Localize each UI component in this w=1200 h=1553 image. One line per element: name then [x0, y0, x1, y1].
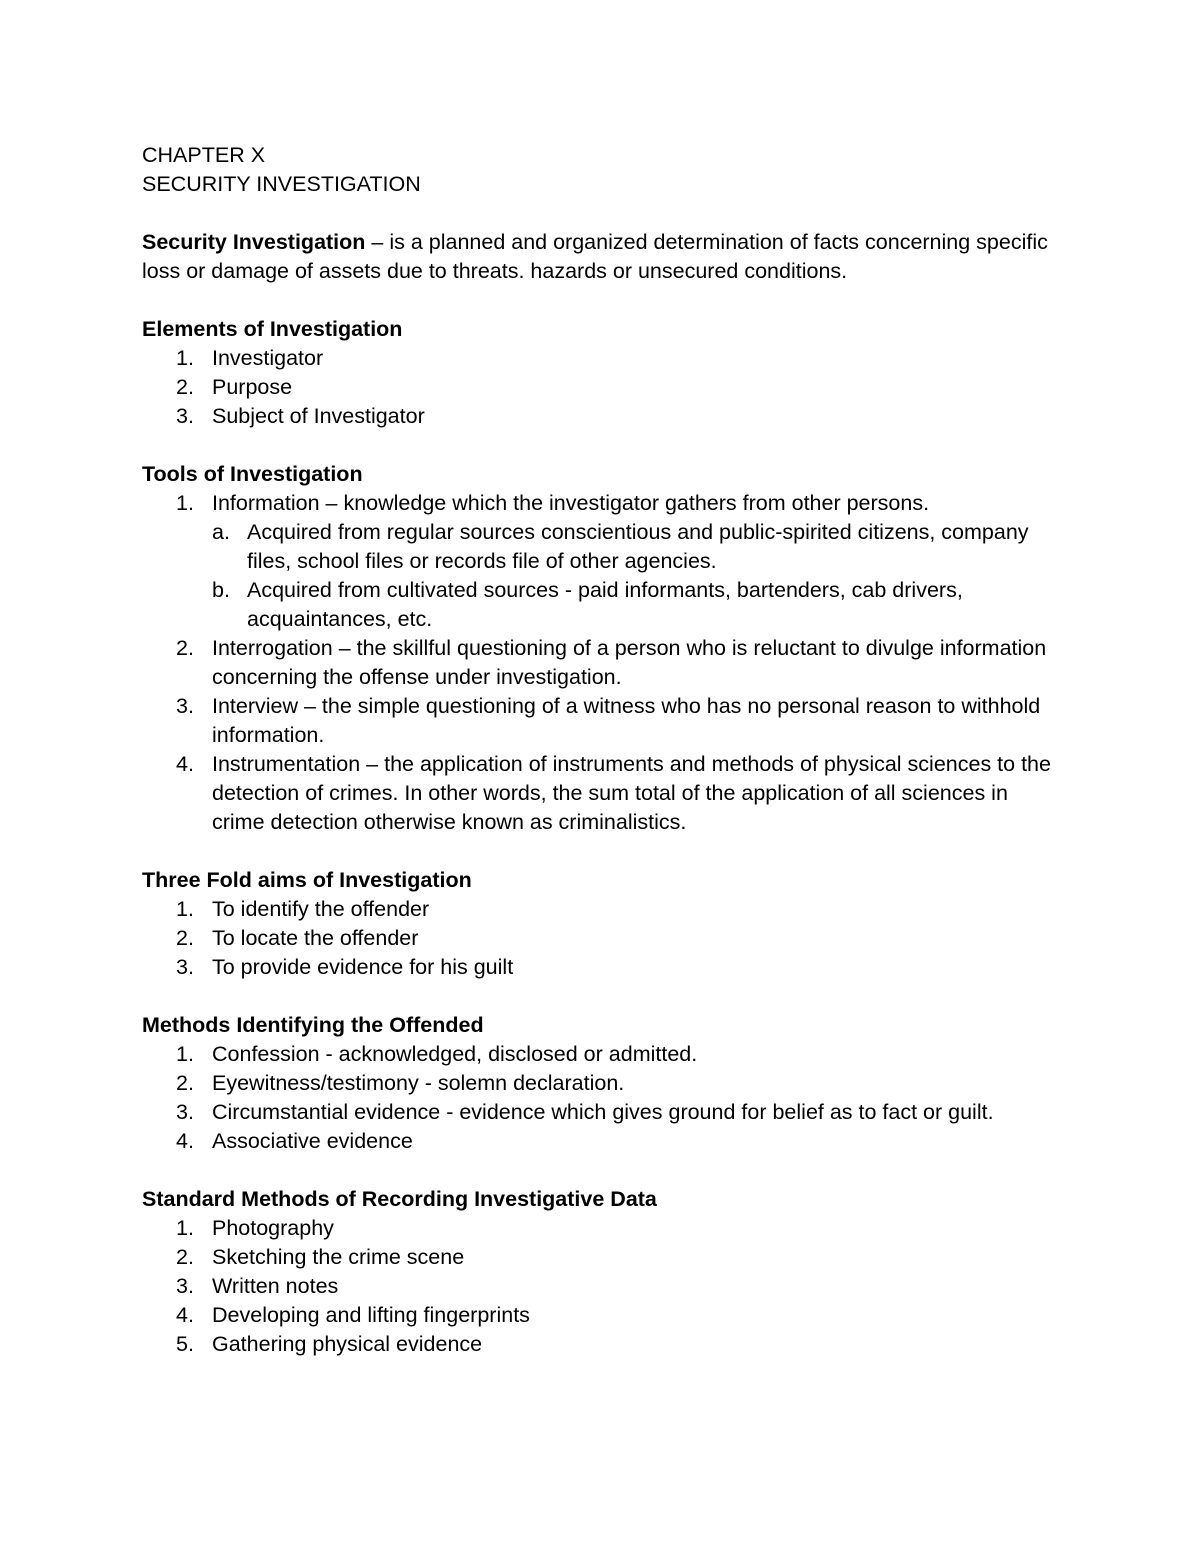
list-text: To identify the offender	[212, 897, 430, 921]
list-text: Written notes	[212, 1274, 339, 1298]
list-number: 3.	[176, 404, 194, 428]
section-heading-recording: Standard Methods of Recording Investigative Data	[142, 1187, 657, 1211]
sub-list-text: Acquired from regular sources conscientious and public-spirited citizens, company files, school files or records file of other agencies.	[247, 520, 1029, 573]
list-item	[142, 750, 1062, 837]
list-item	[142, 1069, 1062, 1098]
section-heading-elements: Elements of Investigation	[142, 317, 403, 341]
list-item	[142, 1214, 1062, 1243]
list-text: Associative evidence	[212, 1129, 413, 1153]
definition-paragraph	[142, 228, 1062, 286]
list-text: Circumstantial evidence - evidence which gives ground for belief as to fact or guilt.	[212, 1100, 994, 1124]
list-text: Investigator	[212, 346, 324, 370]
list-number: 2.	[176, 375, 194, 399]
list-item	[142, 1127, 1062, 1156]
list-text: To provide evidence for his guilt	[212, 955, 514, 979]
sub-list-letter: b.	[212, 578, 230, 602]
list-number: 3.	[176, 1274, 194, 1298]
section-heading-methods: Methods Identifying the Offended	[142, 1013, 484, 1037]
spacer	[142, 982, 1062, 1011]
definition-term: Security Investigation	[142, 230, 366, 254]
list-number: 2.	[176, 1071, 194, 1095]
list-number: 4.	[176, 752, 194, 776]
list-text: To locate the offender	[212, 926, 419, 950]
list-text: Confession - acknowledged, disclosed or admitted.	[212, 1042, 698, 1066]
list-text: Interrogation – the skillful questioning of a person who is reluctant to divulge information concerning the offense under investigation.	[212, 636, 1047, 689]
list-number: 4.	[176, 1303, 194, 1327]
list-item	[142, 692, 1062, 750]
list-number: 5.	[176, 1332, 194, 1356]
list-text: Subject of Investigator	[212, 404, 425, 428]
list-text: Sketching the crime scene	[212, 1245, 465, 1269]
spacer	[142, 1156, 1062, 1185]
list-number: 2.	[176, 1245, 194, 1269]
list-number: 1.	[176, 346, 194, 370]
spacer	[142, 837, 1062, 866]
list-number: 3.	[176, 694, 194, 718]
list-item	[142, 373, 1062, 402]
list-item	[142, 634, 1062, 692]
list-item	[142, 953, 1062, 982]
chapter-label: CHAPTER X	[142, 143, 266, 167]
list-number: 1.	[176, 491, 194, 515]
list-number: 1.	[176, 1042, 194, 1066]
sub-list-text: Acquired from cultivated sources - paid informants, bartenders, cab drivers, acquaintances, etc.	[247, 578, 963, 631]
sub-list-item	[142, 576, 1062, 634]
list-item	[142, 344, 1062, 373]
list-item	[142, 924, 1062, 953]
sub-list-letter: a.	[212, 520, 230, 544]
list-item	[142, 1040, 1062, 1069]
list-item	[142, 1243, 1062, 1272]
list-number: 2.	[176, 926, 194, 950]
list-text: Developing and lifting fingerprints	[212, 1303, 530, 1327]
list-item	[142, 402, 1062, 431]
list-text: Interview – the simple questioning of a witness who has no personal reason to withhold information.	[212, 694, 1041, 747]
list-number: 1.	[176, 897, 194, 921]
definition-text: – is a planned and organized determination of facts concerning specific loss or damage of assets due to threats. hazards or unsecured conditions.	[142, 230, 1048, 283]
list-text: Information – knowledge which the investigator gathers from other persons.	[212, 491, 930, 515]
list-number: 3.	[176, 955, 194, 979]
list-item	[142, 1301, 1062, 1330]
document-page	[142, 141, 1062, 1359]
list-text: Gathering physical evidence	[212, 1332, 483, 1356]
sub-list-item	[142, 518, 1062, 576]
list-text: Instrumentation – the application of instruments and methods of physical sciences to the detection of crimes. In other words, the sum total of the application of all sciences in crime detection otherwise known as criminalistics.	[212, 752, 1051, 834]
list-item	[142, 1098, 1062, 1127]
list-text: Photography	[212, 1216, 334, 1240]
list-number: 2.	[176, 636, 194, 660]
list-text: Eyewitness/testimony - solemn declaration.	[212, 1071, 625, 1095]
list-item	[142, 489, 1062, 518]
section-heading-aims: Three Fold aims of Investigation	[142, 868, 472, 892]
list-number: 4.	[176, 1129, 194, 1153]
spacer	[142, 199, 1062, 228]
list-number: 3.	[176, 1100, 194, 1124]
spacer	[142, 431, 1062, 460]
list-text: Purpose	[212, 375, 293, 399]
list-item	[142, 1330, 1062, 1359]
chapter-title: SECURITY INVESTIGATION	[142, 172, 421, 196]
list-item	[142, 1272, 1062, 1301]
section-heading-tools: Tools of Investigation	[142, 462, 363, 486]
list-item	[142, 895, 1062, 924]
list-number: 1.	[176, 1216, 194, 1240]
spacer	[142, 286, 1062, 315]
